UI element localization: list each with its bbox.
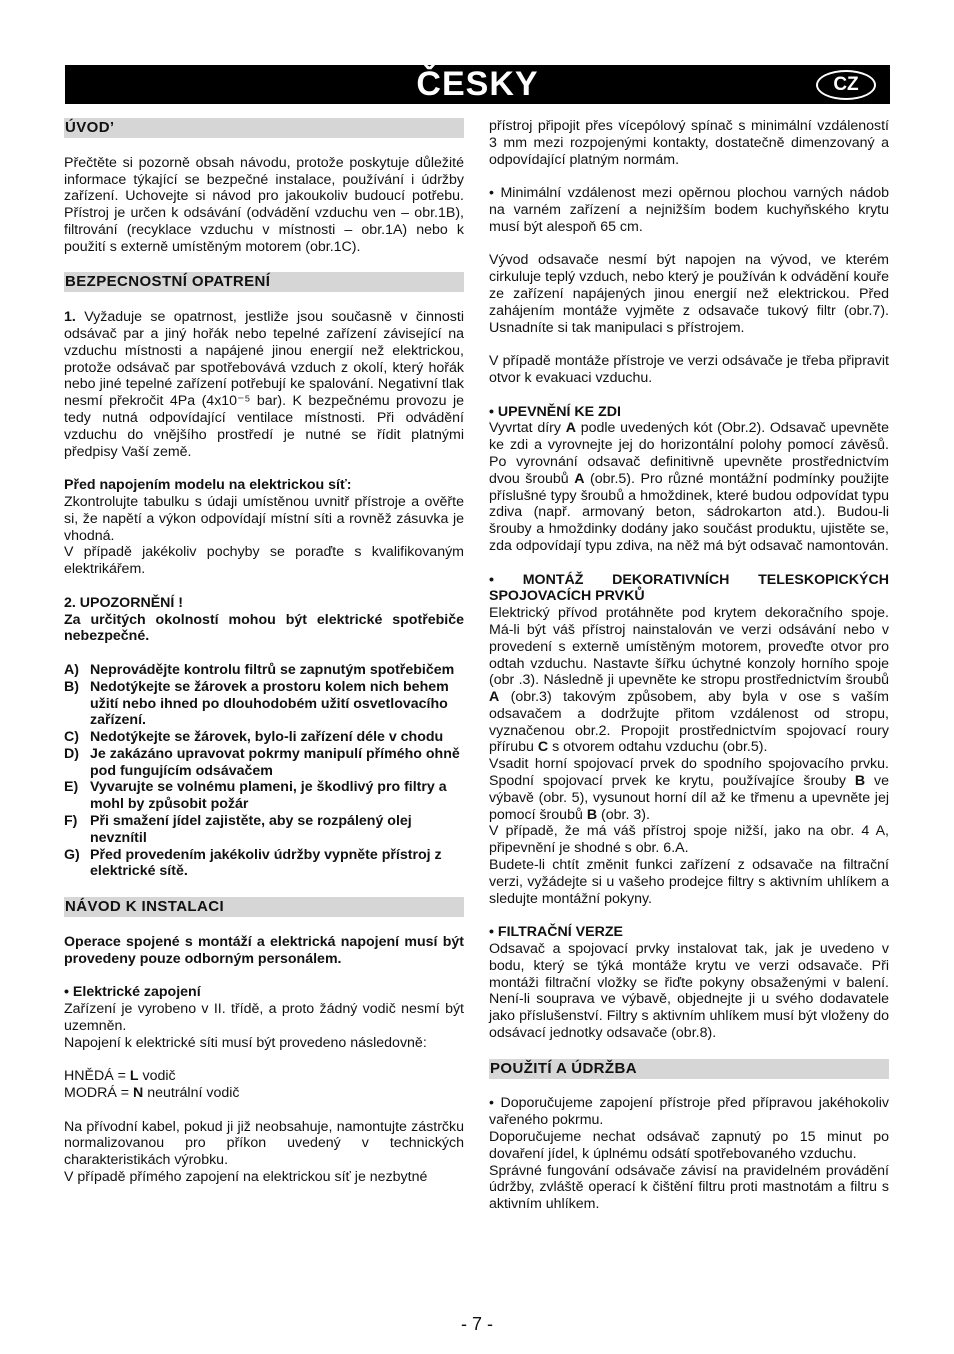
warning-item-key: E) xyxy=(64,779,79,796)
hole-text: V případě montáže přístroje ve verzi odsávače je třeba připravit otvor k evakuaci vzduchu. xyxy=(489,353,889,386)
section-intro-title: ÚVOD’ xyxy=(64,118,464,138)
warning-item-key: B) xyxy=(64,678,79,695)
warning-item xyxy=(64,729,464,746)
warning-item xyxy=(64,662,464,679)
warning-item-text: Vyvarujte se volnému plameni, je škodlivý pro filtry a mohl by způsobit požár xyxy=(90,779,447,813)
electrical-text-2: Napojení k elektrické síti musí být provedeno následovně: xyxy=(64,1034,427,1051)
warnings-list xyxy=(64,662,464,880)
electrical-text: Zařízení je vyrobeno v II. třídě, a proto žádný vodič nesmí být uzemněn. xyxy=(64,1001,464,1034)
telescopic-text-3: V případě, že má váš přístroj spoje nižší, jako na obr. 4 A, připevnění je shodné s obr. 6.A. xyxy=(489,823,889,857)
warning-item-text: Nedotýkejte se žárovek a prostoru kolem nich behem užití nebo ihned po dlouhodobém užití osvetlovacího zařízení. xyxy=(90,678,449,729)
filter-version-title: • FILTRAČNÍ VERZE xyxy=(489,924,623,941)
warning-item-key: C) xyxy=(64,729,79,746)
language-banner xyxy=(65,65,890,104)
telescopic-text-2: Vsadit horní spojovací prvek do spodního spojovacího prvku. Spodní spojovací prvek ke krytu, používajíce šrouby B ve výbavě (obr. 5), vysunout horní díl až ke třmenu a upevněte jej pomocí šroubů B (obr. 3). xyxy=(489,756,889,823)
safety-item-text: Vyžaduje se opatrnost, jestliže jsou současně v činnosti odsávač par a jiný hořák nebo tepelné zařízení závisející na vzduchu místnosti a napájené jinou energií než elektrickou, protože odsávač par spotřebovává vzduch z okolí, který hořák nebo jiné tepelné zařízení potřebují ke spalování. Negativní tlak nesmí překročit 4Pa (4x10⁻⁵ bar). K bezpečnému provozu je tedy nutná odpovídající ventilace místnosti. Při odvádění vzduchu do vnějšího prostředí je nutné se řídit platnými předpisy Vaší země. xyxy=(64,309,464,460)
language-badge: CZ xyxy=(816,70,876,100)
warning-item xyxy=(64,779,464,813)
warning-item xyxy=(64,679,464,729)
warning-title: 2. UPOZORNĚNÍ ! xyxy=(64,594,184,611)
left-column xyxy=(64,118,464,1186)
intro-text: Přečtěte si pozorně obsah návodu, protože poskytuje důležité informace týkající se bezpečné instalace, používání i údržby zařízení. Uchovejte si návod pro jakoukoliv budoucí potřebu. Přístroj je určen k odsávání (odvádění vzduchu ven – obr.1B), filtrování (recyklace vzduchu v místnosti – obr.1A) nebo k použití s externě umístěným motorem (obr.1C). xyxy=(64,154,464,255)
before-connection-title: Před napojením modelu na elektrickou síť: xyxy=(64,477,352,494)
telescopic-text-4: Budete-li chtít změnit funkci zařízení z odsavače na filtrační verzi, vyžádejte si u vašeho prodejce filtry s aktivním uhlíkem a sledujte montážní pokyny. xyxy=(489,857,889,907)
warning-item-key: D) xyxy=(64,745,79,762)
distance-text: • Minimální vzdálenost mezi opěrnou plochou varných nádob na varném zařízení a nejnižším bodem kuchyňského krytu musí být alespoň 65 cm. xyxy=(489,185,889,235)
electrical-title: • Elektrické zapojení xyxy=(64,984,201,1001)
page-number: - 7 - xyxy=(460,1314,493,1334)
warning-item-text: Před provedením jakékoliv údržby vypněte přístroj z elektrické sítě. xyxy=(90,846,442,880)
use-text-2: Doporučujeme nechat odsávač zapnutý po 15 minut po dovaření jídel, k úplnému odsátí spotřebovaného vzduchu. xyxy=(489,1129,889,1162)
right-column xyxy=(489,118,889,1213)
warning-item-key: A) xyxy=(64,661,79,678)
wire-brown: HNĚDÁ = L vodič xyxy=(64,1068,176,1085)
section-install-title: NÁVOD K INSTALACI xyxy=(64,897,464,917)
warning-item xyxy=(64,813,464,847)
safety-item-number: 1. xyxy=(64,309,76,326)
warning-item xyxy=(64,847,464,881)
filter-version-text: Odsavač a spojovací prvky instalovat tak, jak je uvedeno v bodu, který se týká montáže krytu ve verzi odsavače. Při montáži filtrační vložky se řiďte pokyny obsaženými v balení. Není-li souprava ve výbavě, objednejte ji u svého dodavatele jako příslušenství. Filtry s aktivním uhlíkem musí být vloženy do odsávací jednotky odsavače (obr.8). xyxy=(489,941,889,1042)
wall-mount-text: Vyvrtat díry A podle uvedených kót (Obr.2). Odsavač upevněte ke zdi a vyrovnejte jej do horizontální polohy pomocí závěsů. Po vyrovnání odsavač definitivně upevněte prostřednictvím dvou šroubů A (obr.5). Pro různé montážní podmínky použijte příslušné typy šroubů a hmoždinek, které budou odpovídat typu zdiva (např. armovaný beton, sádrokarton atd.). Budou-li šrouby a hmoždinky dodány jako součást produktu, ujistěte se, zda odpovídají typu zdiva, na něž má být odsavač namontován. xyxy=(489,420,889,554)
outlet-text: Vývod odsavače nesmí být napojen na vývod, ve kterém cirkuluje teplý vzduch, nebo který je používán k odvádění kouře ze zařízení napájených jinou energií než elektrickou. Před zahájením montáže vyjměte z odsavače tukový filtr (obr.7). Usnadníte si tak manipulaci s přístrojem. xyxy=(489,252,889,336)
use-text-1: • Doporučujeme zapojení přístroje před přípravou jakéhokoliv vařeného pokrmu. xyxy=(489,1095,889,1129)
use-text-3: Správné fungování odsávače závisí na pravidelném provádění údržby, zvláště operací k čištění filtru proti mastnotám a filtru s aktivním uhlíkem. xyxy=(489,1162,889,1213)
telescopic-text: Elektrický přívod protáhněte pod krytem dekoračního spoje. Má-li být váš přístroj nainstalován ve verzi odsávání nebo v provedení s externě umístěným motorem, proveďte otvor pro odtah vzduchu. Nastavte šířku úchytné konzoly horního spoje (obr .3). Následně ji upevněte ke stropu prostřednictvím šroubů A (obr.3) takovým způsobem, aby byla v ose s vaším odsavačem a dodržujte přitom vzdálenost od stropu, vyznačenou obr.2. Propojit prostřednictvím spojovací roury přírubu C s otvorem odtahu vzduchu (obr.5). xyxy=(489,605,889,756)
warning-item-text: Neprovádějte kontrolu filtrů se zapnutým spotřebičem xyxy=(90,661,455,678)
install-bold-text: Operace spojené s montáží a elektrická napojení musí být provedeny pouze odborným personálem. xyxy=(64,933,464,967)
section-use-title: POUŽITÍ A ÚDRŽBA xyxy=(489,1059,889,1079)
wire-blue: MODRÁ = N neutrální vodič xyxy=(64,1085,240,1102)
warning-item-text: Při smažení jídel zajistěte, aby se rozpálený olej nevznítil xyxy=(90,813,412,846)
page-title: ČESKY xyxy=(416,65,539,103)
direct-connection-text: V případě přímého zapojení na elektrickou síť je nezbytné xyxy=(64,1169,428,1186)
warning-text: Za určitých okolností mohou být elektrické spotřebiče nebezpečné. xyxy=(64,611,464,645)
continued-text: přístroj připojit přes vícepólový spínač s minimální vzdáleností 3 mm mezi rozpojenými kontakty, dostatečně dimenzovaný a odpovídající platným normám. xyxy=(489,118,889,168)
plug-text: Na přívodní kabel, pokud ji již neobsahuje, namontujte zástrčku normalizovanou pro příkon uvedený v technických charakteristikách výrobku. xyxy=(64,1118,464,1169)
before-connection-text-2: V případě jakékoliv pochyby se poraďte s kvalifikovaným elektrikářem. xyxy=(64,544,464,578)
warning-item-text: Je zakázáno upravovat pokrmy manipulí přímého ohně pod fungujícím odsávačem xyxy=(90,745,460,779)
safety-paragraph-1 xyxy=(64,309,464,460)
warning-item-key: G) xyxy=(64,846,80,863)
before-connection-text: Zkontrolujte tabulku s údaji umístěnou uvnitř přístroje a ověřte si, že napětí a výkon odpovídají místní síti a rovněž zásuvka je vhodná. xyxy=(64,493,464,544)
section-safety-title: BEZPECNOSTNÍ OPATRENÍ xyxy=(64,272,464,292)
wall-mount-title: • UPEVNĚNÍ KE ZDI xyxy=(489,403,621,420)
warning-item-key: F) xyxy=(64,813,78,830)
telescopic-title: • MONTÁŽ DEKORATIVNÍCH TELESKOPICKÝCH SPOJOVACÍCH PRVKŮ xyxy=(489,571,889,605)
warning-item-text: Nedotýkejte se žárovek, bylo-li zařízení déle v chodu xyxy=(90,729,444,746)
warning-item xyxy=(64,746,464,780)
